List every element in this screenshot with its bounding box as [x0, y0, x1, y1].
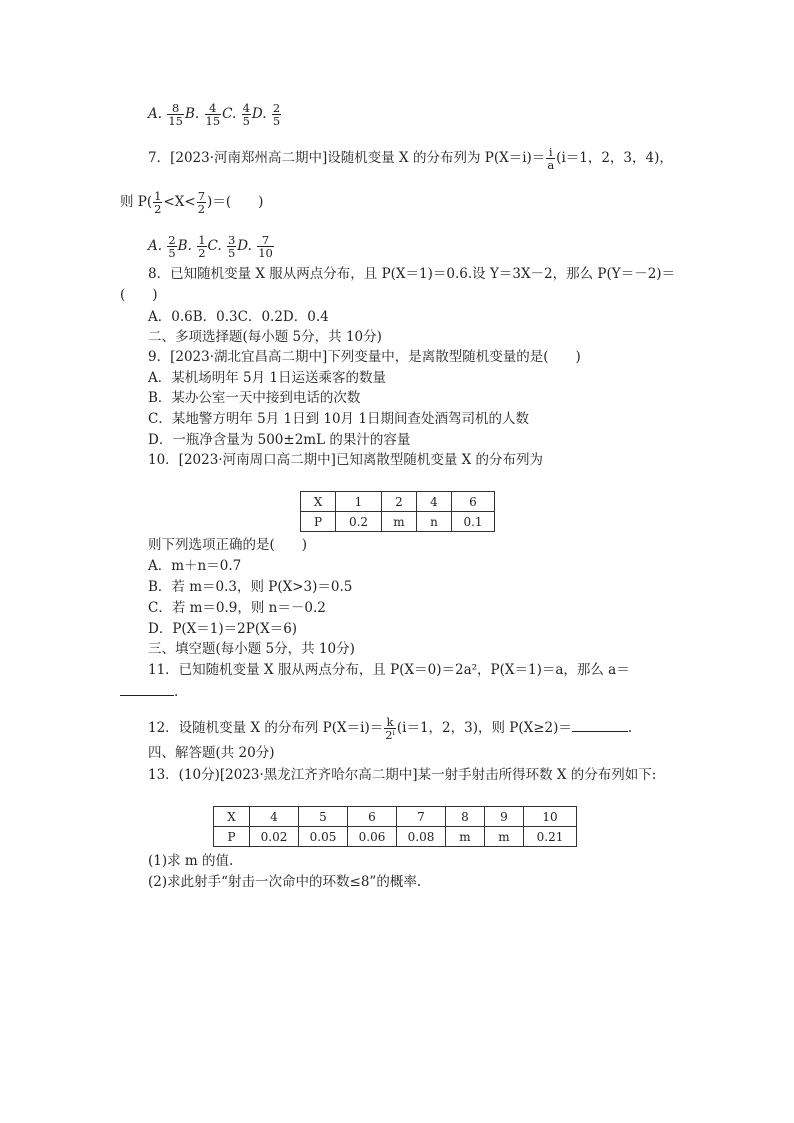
- fraction: $\frac{4}{5}$: [242, 101, 250, 129]
- q8-paren: ( ): [120, 287, 158, 303]
- q9-option-b: B．某办公室一天中接到电话的次数: [148, 390, 361, 406]
- option-label: C.: [222, 106, 237, 123]
- table-cell: m: [446, 827, 485, 847]
- table-cell: m: [485, 827, 524, 847]
- table-cell: P: [301, 512, 336, 532]
- table-cell: 6: [452, 492, 495, 512]
- answer-blank[interactable]: [120, 683, 174, 696]
- q7-stem: 7．[2023·河南郑州高二期中]设随机变量 X 的分布列为 P(X＝i)＝ $\frac{i}{a}$ (i＝1，2，3，4)，: [148, 145, 673, 173]
- fraction: $\frac{3}{5}$: [227, 233, 236, 261]
- table-cell: 8: [446, 807, 485, 827]
- fraction: $\frac{k}{\text{2ⁱ}}$: [385, 715, 395, 743]
- table-row: [301, 512, 495, 532]
- q11-answer-line: .: [120, 683, 178, 701]
- table-cell: 5: [299, 807, 348, 827]
- fraction: $\frac{8}{15}$: [168, 101, 183, 129]
- table-cell: X: [214, 807, 250, 827]
- table-cell: 10: [524, 807, 577, 827]
- table-cell: 4: [250, 807, 299, 827]
- q9-option-a: A．某机场明年 5月 1日运送乘客的数量: [148, 370, 387, 386]
- fraction: $\frac{1}{2}$: [154, 189, 162, 217]
- q12-stem: 12．设随机变量 X 的分布列 P(X＝i)＝ $\frac{k}{\text{2ⁱ}}$ (i＝1，2，3)，则 P(X≥2)＝ .: [148, 715, 633, 743]
- section-heading: 四、解答题(共 20分): [148, 745, 275, 761]
- table-cell: m: [382, 512, 417, 532]
- section-heading: 二、多项选择题(每小题 5分，共 10分): [148, 329, 382, 345]
- table-cell: 0.06: [348, 827, 397, 847]
- table-cell: 0.02: [250, 827, 299, 847]
- fraction: $\frac{i}{a}$: [547, 145, 555, 173]
- table-cell: X: [301, 492, 336, 512]
- q10-option-c: C．若 m＝0.9，则 n＝－0.2: [148, 600, 326, 616]
- answer-blank[interactable]: [572, 719, 628, 732]
- fraction: $\frac{2}{5}$: [168, 233, 176, 261]
- q10-option-d: D．P(X＝1)＝2P(X＝6): [148, 621, 298, 637]
- q6-options: [148, 102, 282, 127]
- q13-distribution-table: [213, 806, 577, 847]
- option-label: A.: [148, 106, 163, 123]
- table-cell: 0.21: [524, 827, 577, 847]
- q13-part-2: (2)求此射手“射击一次命中的环数≤8”的概率.: [148, 874, 422, 890]
- q9-stem: 9．[2023·湖北宜昌高二期中]下列变量中，是离散型随机变量的是( ): [148, 349, 581, 365]
- table-row: [214, 827, 577, 847]
- fraction: $\frac{4}{15}$: [205, 101, 221, 129]
- fraction: $\frac{7}{2}$: [197, 189, 206, 217]
- table-cell: 6: [348, 807, 397, 827]
- option-label: D.: [251, 106, 267, 123]
- table-row: [214, 807, 577, 827]
- q8-options: A．0.6B．0.3C．0.2D．0.4: [148, 309, 329, 325]
- section-heading: 三、填空题(每小题 5分，共 10分): [148, 641, 355, 657]
- q13-part-1: (1)求 m 的值.: [148, 853, 234, 869]
- q10-ask: 则下列选项正确的是( ): [148, 537, 308, 553]
- table-cell: 7: [397, 807, 446, 827]
- table-cell: 0.05: [299, 827, 348, 847]
- table-cell: 1: [336, 492, 382, 512]
- q13-stem: 13．(10分)[2023·黑龙江齐齐哈尔高二期中]某一射手射击所得环数 X 的分布列如下:: [148, 767, 657, 783]
- table-cell: n: [417, 512, 452, 532]
- table-cell: P: [214, 827, 250, 847]
- fraction: $\frac{7}{10}$: [258, 233, 273, 261]
- q7-condition: 则 P( $\frac{1}{2}$ <X< $\frac{7}{2}$ )＝( ): [120, 189, 264, 217]
- q7-options: A. $\frac{2}{5}$ B. $\frac{1}{2}$ C. $\frac{3}{5}$ D. $\frac{7}{10}$: [148, 233, 273, 261]
- q10-option-b: B．若 m＝0.3，则 P(X>3)＝0.5: [148, 579, 353, 595]
- q10-stem: 10．[2023·河南周口高二期中]已知离散型随机变量 X 的分布列为: [148, 452, 544, 468]
- table-cell: 4: [417, 492, 452, 512]
- option-label: B.: [184, 106, 200, 123]
- q9-option-d: D．一瓶净含量为 500±2mL 的果汁的容量: [148, 432, 411, 448]
- table-cell: 0.1: [452, 512, 495, 532]
- q11-stem: 11．已知随机变量 X 服从两点分布，且 P(X＝0)＝2a²，P(X＝1)＝a，那么 a＝: [148, 662, 630, 678]
- q8-stem: 8．已知随机变量 X 服从两点分布，且 P(X＝1)＝0.6.设 Y＝3X－2，那么 P(Y＝－2)＝: [148, 266, 676, 282]
- table-cell: 0.2: [336, 512, 382, 532]
- table-cell: 2: [382, 492, 417, 512]
- q10-distribution-table: [300, 491, 495, 532]
- fraction: $\frac{1}{2}$: [198, 233, 206, 261]
- fraction: $\frac{2}{5}$: [272, 101, 281, 129]
- table-row: [301, 492, 495, 512]
- table-cell: 0.08: [397, 827, 446, 847]
- q9-option-c: C．某地警方明年 5月 1日到 10月 1日期间查处酒驾司机的人数: [148, 411, 529, 427]
- table-cell: 9: [485, 807, 524, 827]
- q10-option-a: A．m＋n＝0.7: [148, 558, 242, 574]
